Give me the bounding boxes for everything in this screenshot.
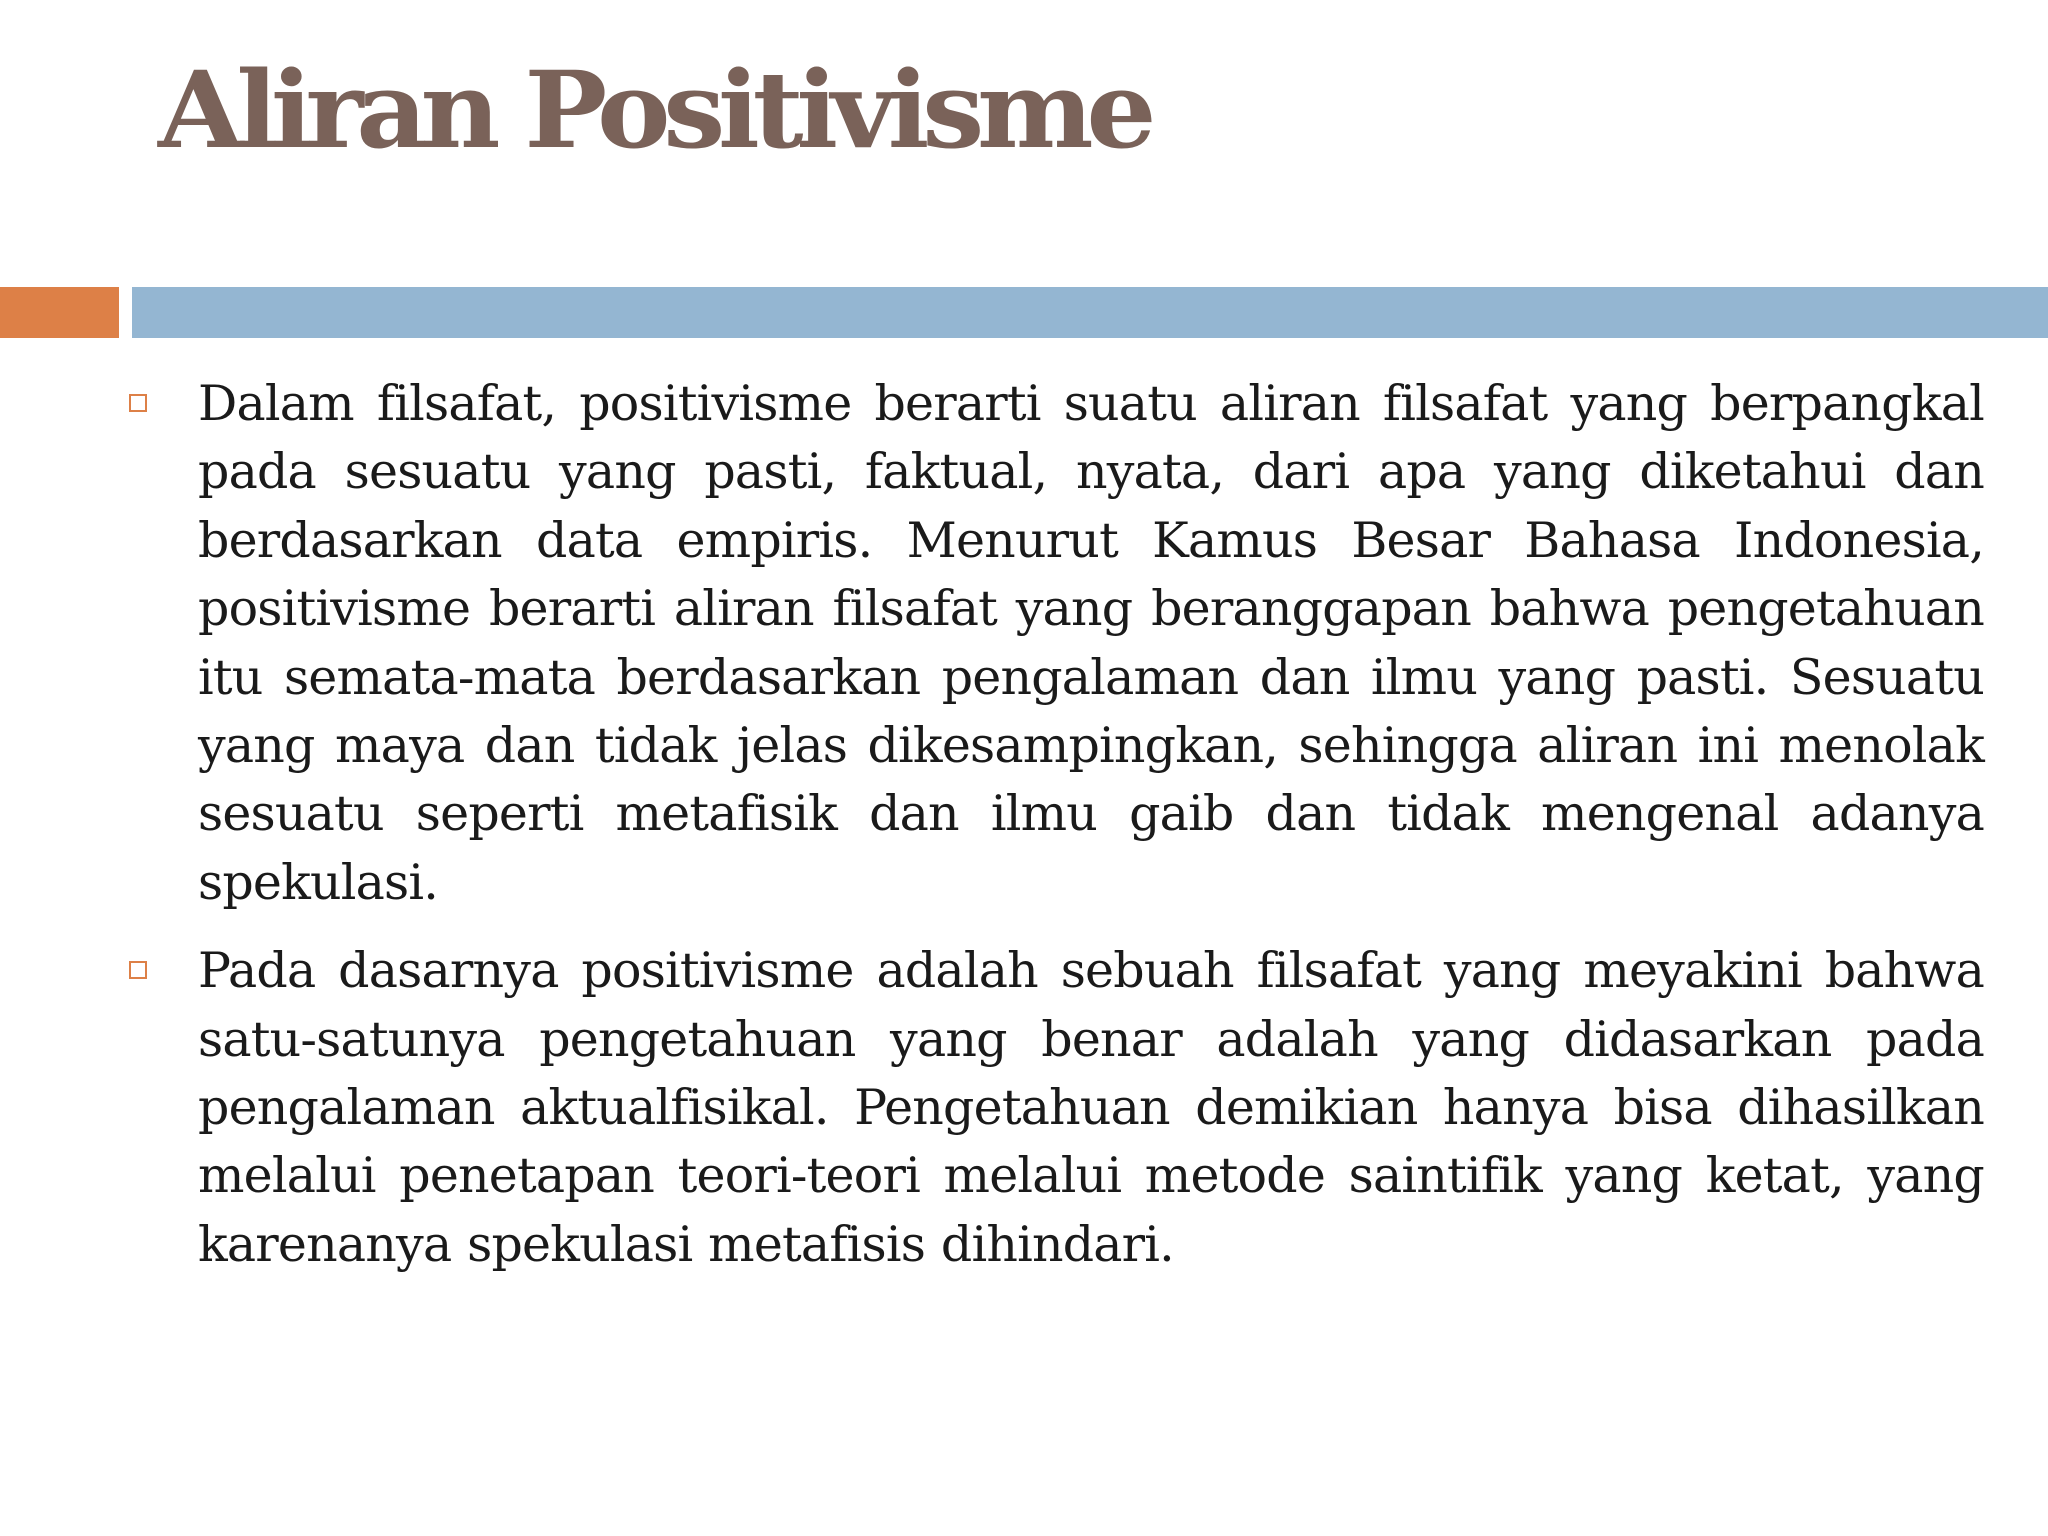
- bullet-list: [128, 370, 1984, 1299]
- accent-bar: [0, 287, 119, 338]
- header-bar: [132, 287, 2048, 338]
- bullet-text: Pada dasarnya positivisme adalah sebuah filsafat yang meyakini bahwa satu-satunya pengetahuan yang benar adalah yang didasarkan pada pengalaman aktualfisikal. Pengetahuan demikian hanya bisa dihasilkan melalui penetapan teori-teori melalui metode saintifik yang ketat, yang karenanya spekulasi metafisis dihindari.: [198, 942, 1984, 1273]
- slide-title: Aliran Positivisme: [158, 47, 1150, 172]
- square-bullet-icon: [129, 394, 147, 412]
- bullet-text: Dalam filsafat, positivisme berarti suatu aliran filsafat yang berpangkal pada sesuatu yang pasti, faktual, nyata, dari apa yang diketahui dan berdasarkan data empiris. Menurut Kamus Besar Bahasa Indonesia, positivisme berarti aliran filsafat yang beranggapan bahwa pengetahuan itu semata-mata berdasarkan pengalaman dan ilmu yang pasti. Sesuatu yang maya dan tidak jelas dikesampingkan, sehingga aliran ini menolak sesuatu seperti metafisik dan ilmu gaib dan tidak mengenal adanya spekulasi.: [198, 375, 1984, 911]
- bullet-item: [128, 937, 1984, 1279]
- square-bullet-icon: [129, 961, 147, 979]
- bullet-item: [128, 370, 1984, 917]
